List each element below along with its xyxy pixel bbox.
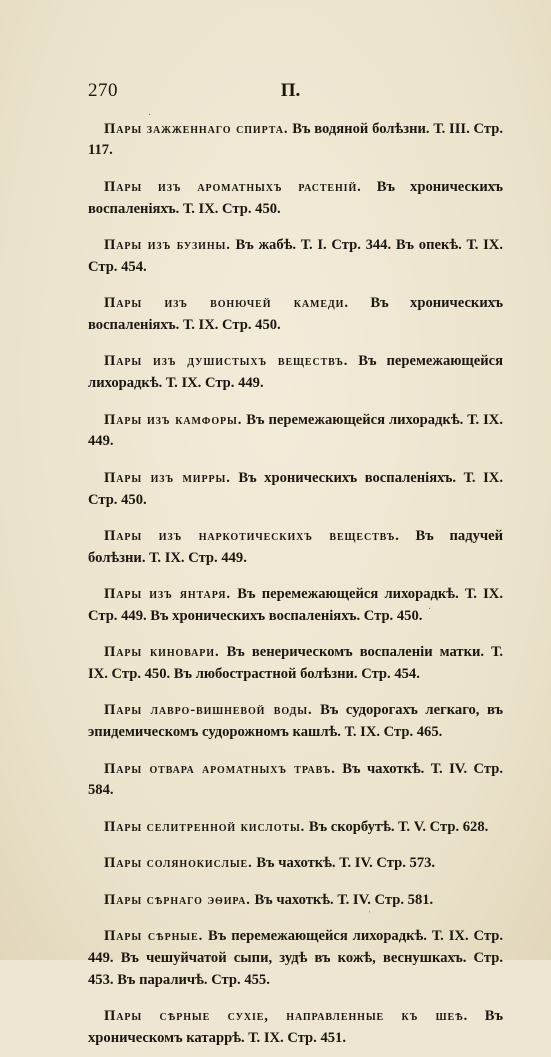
index-entry	[88, 293, 503, 337]
print-speck: ·	[148, 110, 152, 121]
index-entry	[88, 700, 503, 744]
entry-head: Пары изъ душистыхъ веществъ.	[104, 353, 349, 370]
index-entry	[88, 584, 503, 628]
running-head: П.	[280, 80, 301, 101]
entry-head: Пары киновари.	[104, 644, 220, 661]
entry-body: Въ жабѣ. Т. I. Стр. 344. Въ опекѣ. Т. IX. Стр. 454.	[88, 236, 503, 275]
entry-body: Въ хроническихъ воспаленіяхъ. Т. IX. Стр. 450.	[88, 295, 503, 333]
index-entry	[88, 853, 503, 875]
index-entry	[88, 468, 503, 512]
entry-head: Пары сѣрные.	[104, 928, 204, 945]
entry-head: Пары зажженнаго спирта.	[104, 120, 289, 137]
page-number: 270	[88, 80, 118, 101]
index-entry	[88, 642, 503, 686]
index-entry	[88, 817, 503, 839]
entry-body: Въ перемежающейся лихорадкѣ. Т. IX. Стр. 449. Въ чешуйчатой сыпи, зудѣ въ кожѣ, веснушкахъ. Стр. 453. Въ параличѣ. Стр. 455.	[88, 928, 503, 988]
entry-body: Въ судорогахъ легкаго, въ эпидемическомъ судорожномъ кашлѣ. Т. IX. Стр. 465.	[88, 702, 503, 741]
entry-head: Пары изъ ароматныхъ растеній.	[104, 178, 362, 195]
print-speck: ·	[428, 604, 432, 615]
entry-body: Въ водяной болѣзни. Т. III. Стр. 117.	[88, 120, 503, 159]
entry-body: Въ хроническихъ воспаленіяхъ. Т. IX. Стр. 450.	[88, 469, 503, 508]
entry-body: Въ перемежающейся лихорадкѣ. Т. IX. Стр. 449. Въ хроническихъ воспаленіяхъ. Стр. 450.	[88, 586, 503, 624]
entry-body: Въ перемежающейся лихорадкѣ. Т. IX. Стр. 449.	[88, 353, 504, 392]
entry-head: Пары селитренной кислоты.	[104, 818, 306, 835]
index-entry	[88, 526, 503, 570]
index-entry	[88, 410, 503, 454]
index-entry	[88, 890, 503, 912]
entry-body: Въ чахоткѣ. Т. IV. Стр. 584.	[88, 760, 503, 799]
index-entry	[88, 119, 503, 163]
entry-body: Въ перемежающейся лихорадкѣ. Т. IX. 449.	[88, 411, 503, 450]
entry-body: Въ чахоткѣ. Т. IV. Стр. 581.	[250, 891, 434, 908]
index-entry	[88, 351, 503, 395]
entry-body: Въ венерическомъ воспаленіи матки. Т. IX. Стр. 450. Въ любострастной болѣзни. Стр. 454.	[88, 644, 503, 683]
entry-head: Пары отвара ароматныхъ травъ.	[104, 760, 336, 777]
entry-head: Пары изъ бузины.	[104, 236, 231, 253]
entry-head: Пары изъ мирры.	[104, 469, 231, 486]
entry-head: Пары изъ камфоры.	[104, 411, 243, 428]
index-entry	[88, 759, 503, 803]
entry-body: Въ скорбутѣ. Т. V. Стр. 628.	[305, 818, 489, 835]
entry-head: Пары сѣрные сухіе, направленные къ шеѣ.	[104, 1008, 469, 1024]
entry-head: Пары сѣрнаго эѳира.	[104, 891, 251, 908]
entry-body: Въ хроническомъ катаррѣ. Т. IX. Стр. 451.	[88, 1008, 503, 1046]
index-entry	[88, 177, 503, 221]
entry-head: Пары изъ вонючей камеди.	[104, 295, 349, 312]
index-entry	[88, 926, 503, 991]
entry-head: Пары изъ наркотическихъ веществъ.	[104, 527, 400, 544]
index-entries	[88, 104, 503, 1057]
entry-head: Пары солянокислые.	[104, 855, 253, 872]
index-entry	[88, 1006, 503, 1050]
entry-head: Пары лавро-вишневой воды.	[104, 702, 313, 719]
entry-head: Пары изъ янтаря.	[104, 586, 231, 603]
entry-body: Въ падучей болѣзни. Т. IX. Стр. 449.	[88, 527, 503, 566]
print-speck: ˈ	[368, 910, 372, 921]
entry-body: Въ чахоткѣ. Т. IV. Стр. 573.	[252, 855, 436, 872]
page-header	[88, 80, 493, 106]
index-entry	[88, 235, 503, 279]
entry-body: Въ хроническихъ воспаленіяхъ. Т. IX. Стр. 450.	[88, 178, 504, 217]
